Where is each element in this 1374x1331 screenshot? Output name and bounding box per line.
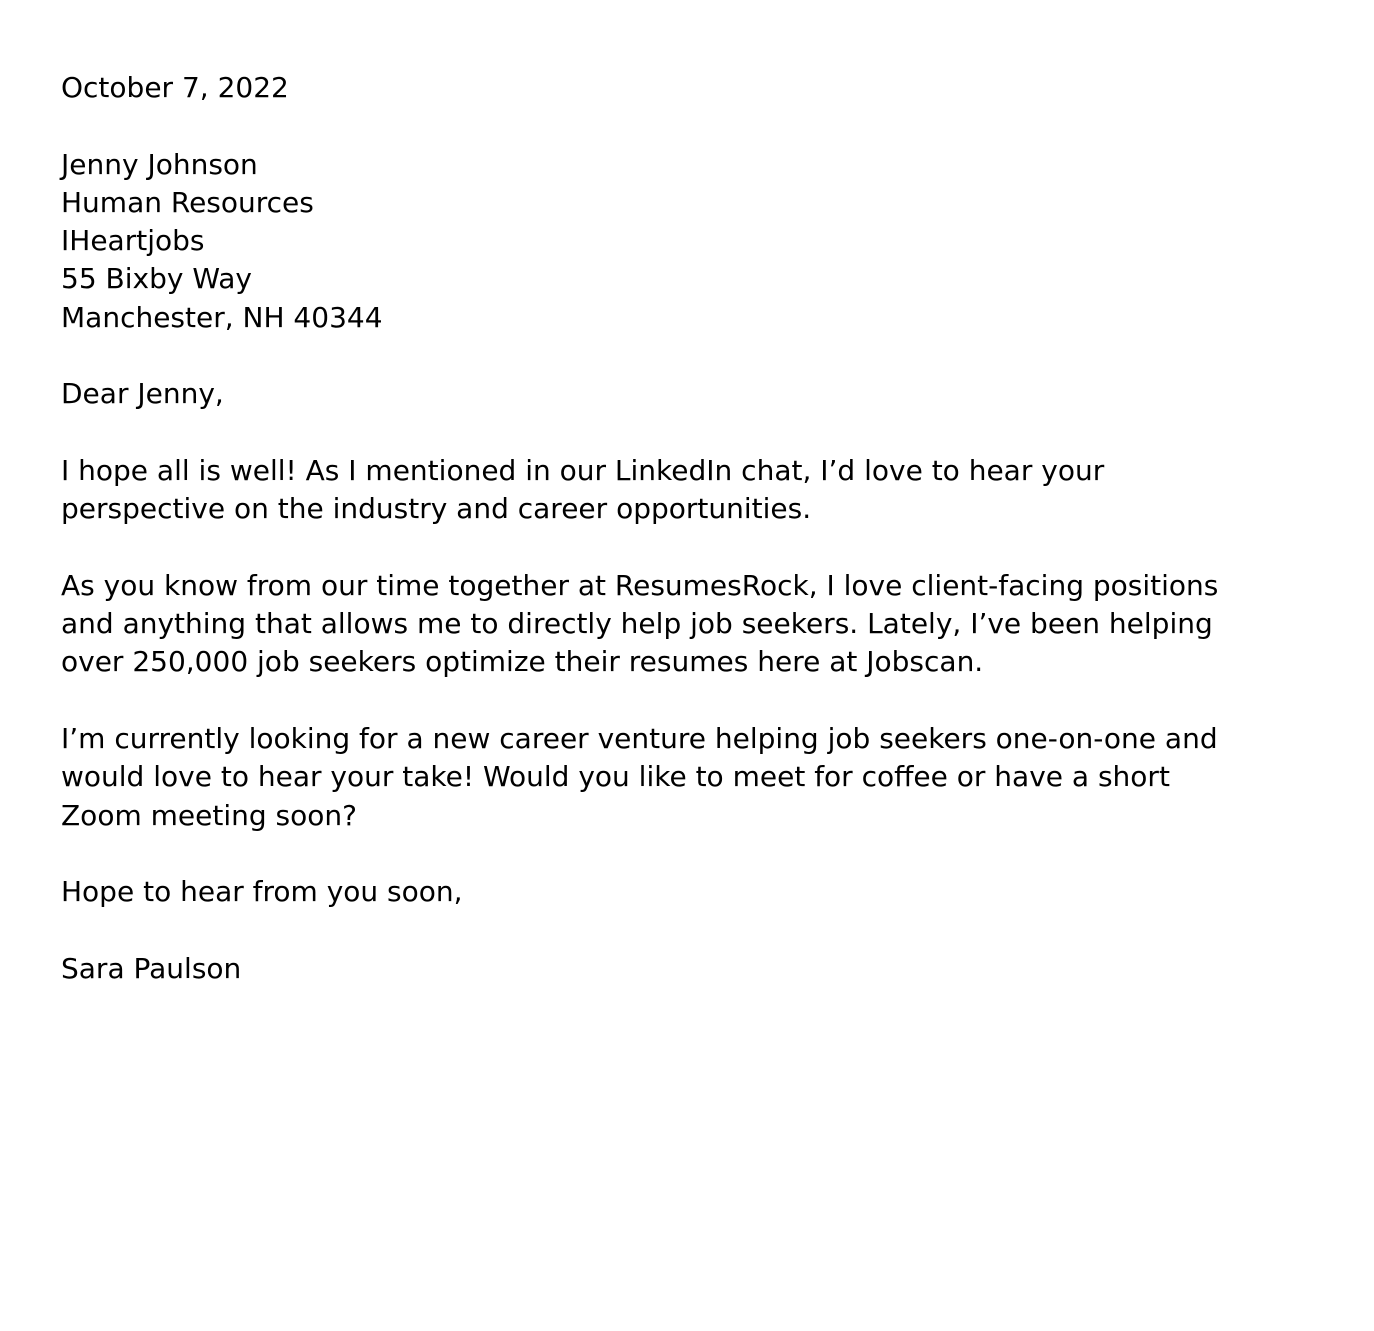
recipient-street: 55 Bixby Way xyxy=(61,262,252,296)
paragraph-line: perspective on the industry and career opportunities. xyxy=(61,492,812,526)
paragraph-line: I’m currently looking for a new career venture helping job seekers one-on-one and xyxy=(61,722,1218,756)
signature xyxy=(61,950,1218,988)
closing-text: Hope to hear from you soon, xyxy=(61,875,463,909)
letter-date xyxy=(61,69,1218,107)
paragraph-line: I hope all is well! As I mentioned in our LinkedIn chat, I’d love to hear your xyxy=(61,453,1105,487)
recipient-department: Human Resources xyxy=(61,185,314,219)
paragraph-line: would love to hear your take! Would you like to meet for coffee or have a short xyxy=(61,760,1170,794)
letter xyxy=(61,69,1218,1026)
paragraph-line: Zoom meeting soon? xyxy=(61,798,357,832)
salutation xyxy=(61,375,1218,413)
paragraph-line: As you know from our time together at ResumesRock, I love client-facing positions xyxy=(61,568,1219,602)
recipient-address xyxy=(61,146,1218,337)
recipient-city: Manchester, NH 40344 xyxy=(61,300,383,334)
body-paragraph-3 xyxy=(61,720,1218,835)
body-paragraph-1 xyxy=(61,452,1218,529)
body-paragraph-2 xyxy=(61,567,1218,682)
recipient-company: IHeartjobs xyxy=(61,224,205,258)
date-text: October 7, 2022 xyxy=(61,71,289,104)
paragraph-line: and anything that allows me to directly help job seekers. Lately, I’ve been helping xyxy=(61,607,1213,641)
closing xyxy=(61,873,1218,911)
salutation-text: Dear Jenny, xyxy=(61,377,224,411)
paragraph-line: over 250,000 job seekers optimize their resumes here at Jobscan. xyxy=(61,645,984,679)
recipient-name: Jenny Johnson xyxy=(61,147,258,181)
signature-name: Sara Paulson xyxy=(61,951,242,985)
